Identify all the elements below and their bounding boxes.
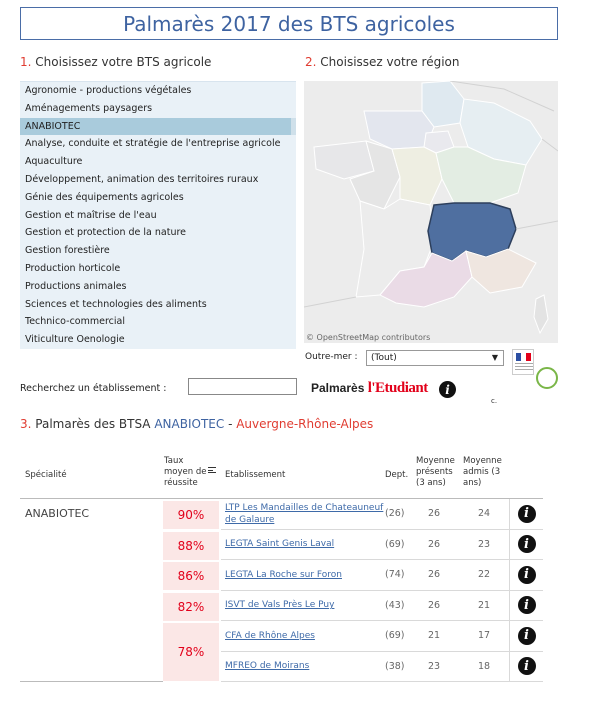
step1-label: Choisissez votre BTS agricole	[35, 55, 212, 69]
info-cell	[509, 530, 543, 560]
presents-cell: 21	[428, 630, 441, 642]
map-credit: © OpenStreetMap contributors	[306, 333, 431, 342]
bts-item-selected[interactable]: ANABIOTEC	[20, 118, 296, 136]
region-centre[interactable]	[392, 147, 442, 205]
bts-item[interactable]: Productions animales	[25, 280, 127, 292]
info-icon[interactable]: i	[518, 505, 536, 523]
dept-cell: (38)	[385, 660, 405, 672]
etablissement-link[interactable]: CFA de Rhône Alpes	[225, 630, 315, 641]
results-region: Auvergne-Rhône-Alpes	[236, 417, 374, 431]
bts-item[interactable]: Gestion et maîtrise de l'eau	[25, 209, 157, 221]
step2-heading	[305, 55, 460, 69]
presents-cell: 26	[428, 538, 441, 550]
search-label: Recherchez un établissement :	[20, 383, 167, 394]
logo-palmares: Palmarès	[311, 381, 365, 395]
bts-item[interactable]: Gestion forestière	[25, 245, 110, 257]
bts-item[interactable]: Production horticole	[25, 262, 121, 274]
presents-cell: 26	[428, 569, 441, 581]
dept-cell: (69)	[385, 630, 405, 642]
info-icon[interactable]: i	[518, 627, 536, 645]
logo-etudiant: l'Etudiant	[367, 380, 428, 396]
step1-heading	[20, 55, 211, 69]
header-taux-line1: Taux	[164, 456, 184, 466]
bts-item[interactable]: Analyse, conduite et stratégie de l'entreprise agricole	[25, 138, 281, 150]
info-icon[interactable]: i	[518, 535, 536, 553]
outremer-value: (Tout)	[371, 353, 397, 363]
etablissement-link[interactable]: LEGTA La Roche sur Foron	[225, 569, 342, 580]
ministere-logo	[512, 349, 534, 375]
header-taux-line3: réussite	[164, 478, 198, 488]
presents-cell: 26	[428, 508, 441, 520]
presents-cell: 26	[428, 599, 441, 611]
info-cell	[509, 560, 543, 590]
results-heading	[20, 417, 373, 431]
admis-cell: 23	[478, 538, 491, 550]
france-map-svg[interactable]	[304, 81, 558, 343]
page-title: Palmarès 2017 des BTS agricoles	[20, 7, 558, 40]
info-cell	[509, 591, 543, 621]
admis-cell: 24	[478, 508, 491, 520]
bts-item[interactable]: Aquaculture	[25, 156, 83, 168]
admis-cell: 17	[478, 630, 491, 642]
agriculture-badge-logo	[536, 367, 558, 389]
info-icon[interactable]: i	[518, 657, 536, 675]
outremer-label: Outre-mer :	[305, 352, 358, 362]
header-taux[interactable]	[164, 456, 216, 489]
chevron-down-icon: ▼	[491, 353, 498, 362]
bts-list	[20, 81, 296, 349]
rate-cell: 78%	[163, 623, 219, 681]
info-icon[interactable]: i	[518, 566, 536, 584]
region-map[interactable]	[304, 81, 558, 343]
info-icon[interactable]: i	[518, 596, 536, 614]
search-input[interactable]	[188, 378, 297, 395]
etablissement-link[interactable]: LEGTA Saint Genis Laval	[225, 539, 335, 550]
header-taux-line2: moyen de	[164, 467, 216, 478]
bts-item[interactable]: Technico-commercial	[25, 316, 125, 328]
dept-cell: (26)	[385, 508, 405, 520]
table-row	[221, 530, 543, 561]
header-presents[interactable]: Moyenne présents (3 ans)	[416, 456, 455, 488]
small-text: c.	[491, 397, 498, 405]
header-specialite[interactable]: Spécialité	[25, 470, 67, 480]
admis-cell: 18	[478, 660, 491, 672]
specialite-cell: ANABIOTEC	[20, 499, 163, 682]
presents-cell: 23	[428, 660, 441, 672]
admis-cell: 22	[478, 569, 491, 581]
admis-cell: 21	[478, 599, 491, 611]
etablissement-link[interactable]: LTP Les Mandailles de Chateauneuf de Galaure	[225, 502, 384, 525]
results-separator: -	[224, 417, 237, 431]
bts-item[interactable]: Viticulture Oenologie	[25, 334, 125, 346]
rate-cell: 90%	[163, 501, 219, 529]
table-row	[221, 652, 543, 683]
header-etablissement[interactable]: Etablissement	[225, 470, 286, 480]
results-prefix: Palmarès des BTSA	[35, 417, 151, 431]
step2-label: Choisissez votre région	[320, 55, 460, 69]
step2-number: 2.	[305, 55, 317, 69]
dept-cell: (69)	[385, 538, 405, 550]
rate-cell: 86%	[163, 562, 219, 590]
table-row	[221, 560, 543, 591]
bts-item[interactable]: Gestion et protection de la nature	[25, 227, 187, 239]
results-specialite: ANABIOTEC	[154, 417, 225, 431]
dept-cell: (43)	[385, 599, 405, 611]
etablissement-link[interactable]: MFREO de Moirans	[225, 661, 310, 672]
table-row	[221, 591, 543, 622]
outremer-select[interactable]	[366, 350, 504, 366]
header-dept[interactable]: Dept.	[385, 470, 409, 480]
info-cell	[509, 499, 543, 529]
table-row	[221, 499, 543, 530]
etablissement-link[interactable]: ISVT de Vals Près Le Puy	[225, 600, 335, 611]
bts-item[interactable]: Agronomie - productions végétales	[25, 85, 192, 96]
rate-cell: 82%	[163, 593, 219, 621]
rate-cell: 88%	[163, 532, 219, 560]
info-cell	[509, 652, 543, 682]
letudiant-logo	[311, 380, 428, 397]
info-icon[interactable]: i	[439, 381, 456, 398]
info-cell	[509, 621, 543, 651]
header-admis[interactable]: Moyenne admis (3 ans)	[463, 456, 502, 488]
bts-item[interactable]: Génie des équipements agricoles	[25, 191, 184, 203]
table-row	[221, 621, 543, 652]
dept-cell: (74)	[385, 569, 405, 581]
step3-number: 3.	[20, 417, 32, 431]
sort-icon[interactable]	[208, 467, 216, 473]
bts-item[interactable]: Aménagements paysagers	[25, 102, 153, 114]
step1-number: 1.	[20, 55, 32, 69]
bts-item[interactable]: Sciences et technologies des aliments	[25, 298, 207, 310]
bts-item[interactable]: Développement, animation des territoires ruraux	[25, 173, 259, 185]
